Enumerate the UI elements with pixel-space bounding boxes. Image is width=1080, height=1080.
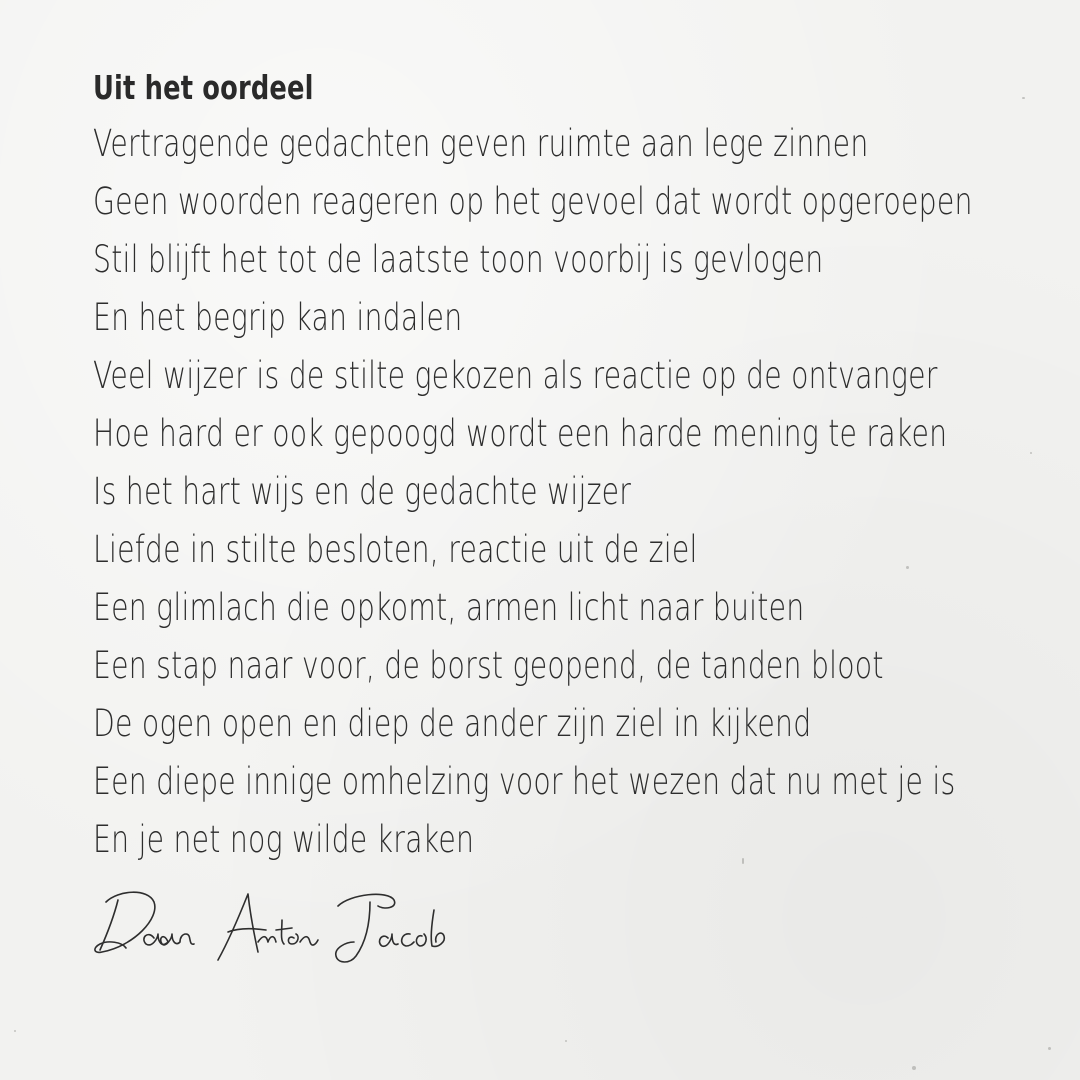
poem-line: De ogen open en diep de ander zijn ziel in kijkend [93, 701, 812, 745]
poem-title: Uit het oordeel [93, 68, 314, 107]
poem-body [93, 114, 1053, 868]
poem-line: Is het hart wijs en de gedachte wijzer [93, 469, 632, 513]
signature [88, 872, 468, 972]
paper-speck [1048, 1047, 1051, 1050]
poem-line: Stil blijft het tot de laatste toon voorbij is gevlogen [93, 237, 824, 281]
poem-line: Hoe hard er ook gepoogd wordt een harde mening te raken [93, 411, 948, 455]
paper-speck [912, 1066, 916, 1070]
poem-line: Een diepe innige omhelzing voor het wezen dat nu met je is [93, 759, 956, 803]
poem-line: Vertragende gedachten geven ruimte aan lege zinnen [93, 121, 869, 165]
poem-line: En je net nog wilde kraken [93, 817, 475, 861]
poem-line: Een glimlach die opkomt, armen licht naar buiten [93, 585, 805, 629]
poem [93, 64, 1053, 868]
poem-line: Liefde in stilte besloten, reactie uit de ziel [93, 527, 698, 571]
poem-line: En het begrip kan indalen [93, 295, 463, 339]
paper-speck [14, 1030, 16, 1032]
poem-line: Een stap naar voor, de borst geopend, de tanden bloot [93, 643, 884, 687]
poem-line: Geen woorden reageren op het gevoel dat wordt opgeroepen [93, 179, 973, 223]
poem-line: Veel wijzer is de stilte gekozen als reactie op de ontvanger [93, 353, 938, 397]
paper-speck [565, 1040, 567, 1042]
